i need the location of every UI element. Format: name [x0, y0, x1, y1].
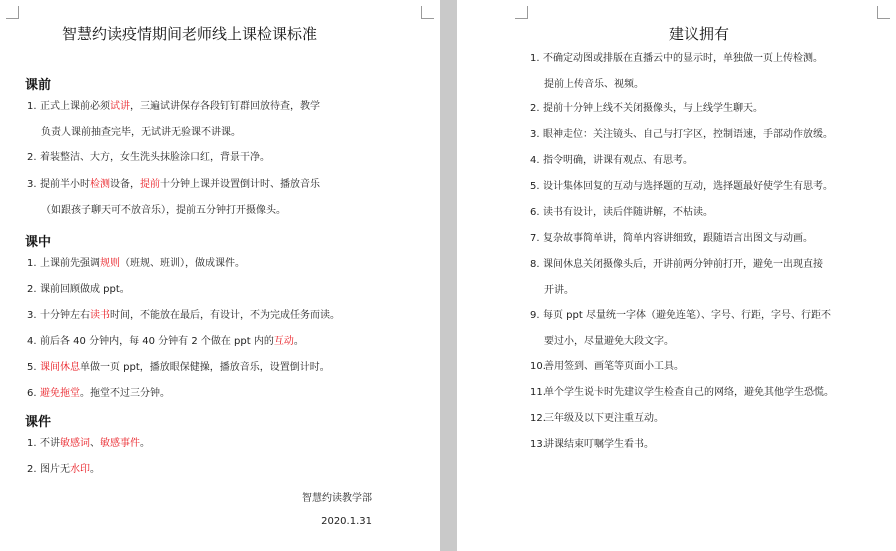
- suggestion-item-10: 10.善用签到、画笔等页面小工具。: [530, 361, 684, 372]
- section-heading-during-class: 课中: [25, 235, 52, 250]
- suggestion-item-1: 1. 不确定动图或排版在直播云中的显示时，单独做一页上传检测。 提前上传音乐、视频。: [530, 53, 823, 90]
- suggestion-item-11: 11.单个学生说卡时先建议学生检查自己的网络，避免其他学生恐慌。: [530, 387, 834, 398]
- suggestion-item-3: 3. 眼神走位：关注镜头、自己与打字区，控制语速，手部动作放缓。: [530, 129, 833, 140]
- during-class-item-5: 5. 课间休息单做一页 ppt，播放眼保健操，播放音乐，设置倒计时。: [27, 362, 330, 373]
- suggestion-item-12: 12.三年级及以下更注重互动。: [530, 413, 664, 424]
- page-margin-mark-top-left: [515, 6, 528, 19]
- during-class-item-3: 3. 十分钟左右读书时间，不能放在最后，有设计，不为完成任务而读。: [27, 310, 340, 321]
- suggestion-item-13: 13.讲课结束叮嘱学生看书。: [530, 439, 654, 450]
- section-heading-courseware: 课件: [25, 415, 52, 430]
- page-margin-mark-top-right: [421, 6, 434, 19]
- page-margin-mark-top-right: [877, 6, 890, 19]
- during-class-item-4: 4. 前后各 40 分钟内，每 40 分钟有 2 个做在 ppt 内的互动。: [27, 336, 304, 347]
- suggestion-item-7: 7. 复杂故事简单讲，简单内容讲细致，跟随语言出图文与动画。: [530, 233, 813, 244]
- during-class-item-1: 1. 上课前先强调规则（班规、班训），做成课件。: [27, 258, 245, 269]
- pre-class-item-3: 3. 提前半小时检测设备，提前十分钟上课并设置倒计时、播放音乐 （如跟孩子聊天可不放音乐），提前五分钟打开摄像头。: [27, 179, 320, 216]
- right-page: [457, 0, 896, 551]
- courseware-item-2: 2. 图片无水印。: [27, 464, 100, 475]
- right-page-title: 建议拥有: [669, 25, 730, 43]
- courseware-item-1: 1. 不讲敏感词、敏感事件。: [27, 438, 150, 449]
- suggestion-item-8: 8. 课间休息关闭摄像头后，开讲前两分钟前打开，避免一出现直接 开讲。: [530, 259, 823, 296]
- section-heading-pre-class: 课前: [25, 78, 52, 93]
- left-page: [0, 0, 440, 551]
- date: 2020.1.31: [321, 516, 372, 527]
- pre-class-item-1: 1. 正式上课前必须试讲，三遍试讲保存各段钉钉群回放待查，教学 负责人课前抽查完毕，无试讲无验课不讲课。: [27, 101, 320, 138]
- suggestion-item-9: 9. 每页 ppt 尽量统一字体（避免连笔）、字号、行距，字号、行距不 要过小，尽量避免大段文字。: [530, 310, 831, 347]
- suggestion-item-6: 6. 读书有设计，读后伴随讲解，不枯读。: [530, 207, 713, 218]
- page-margin-mark-top-left: [6, 6, 19, 19]
- pre-class-item-2: 2. 着装整洁、大方，女生洗头抹脸涂口红，背景干净。: [27, 152, 270, 163]
- during-class-item-6: 6. 避免拖堂。拖堂不过三分钟。: [27, 388, 170, 399]
- left-page-title: 智慧约读疫情期间老师线上课检课标准: [62, 25, 318, 43]
- signature: 智慧约读教学部: [302, 493, 372, 504]
- during-class-item-2: 2. 课前回顾做成 ppt。: [27, 284, 130, 295]
- suggestion-item-5: 5. 设计集体回复的互动与选择题的互动，选择题最好使学生有思考。: [530, 181, 833, 192]
- suggestion-item-2: 2. 提前十分钟上线不关闭摄像头，与上线学生聊天。: [530, 103, 763, 114]
- suggestion-item-4: 4. 指令明确，讲课有观点、有思考。: [530, 155, 693, 166]
